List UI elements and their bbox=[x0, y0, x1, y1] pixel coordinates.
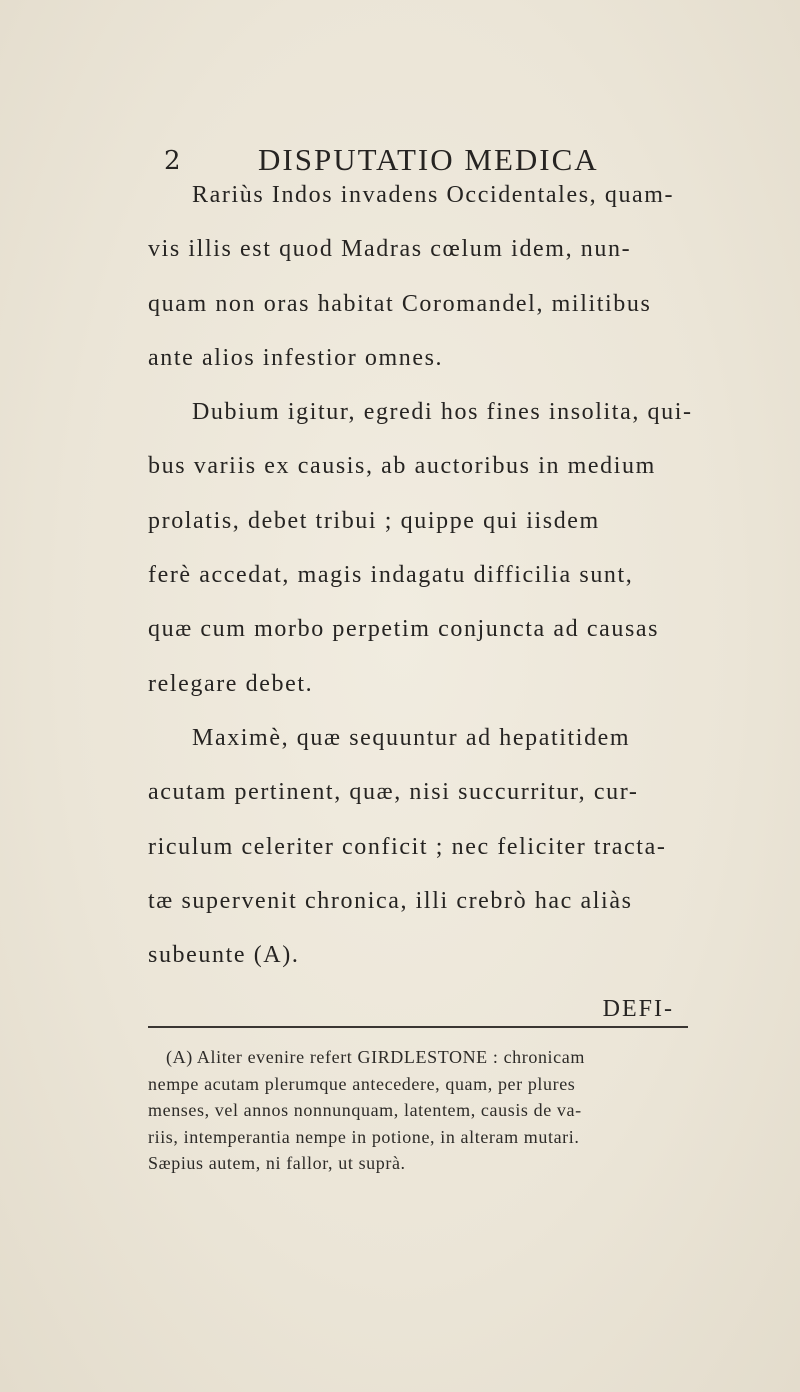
text-line: ferè accedat, magis indagatu difficilia sunt, bbox=[148, 562, 634, 589]
text-line: Rariùs Indos invadens Occidentales, quam- bbox=[192, 182, 675, 208]
text-line: quæ cum morbo perpetim conjuncta ad causas bbox=[148, 616, 660, 643]
text-line: prolatis, debet tribui ; quippe qui iisdem bbox=[148, 507, 600, 534]
text-line: Maximè, quæ sequuntur ad hepatitidem bbox=[192, 724, 631, 751]
running-title: DISPUTATIO MEDICA bbox=[258, 142, 599, 177]
footnote-divider bbox=[148, 1026, 688, 1028]
text-line: subeunte (A). bbox=[148, 942, 300, 969]
footnote-line: (A) Aliter evenire refert GIRDLESTONE : chronicam bbox=[166, 1047, 585, 1067]
text-line: Dubium igitur, egredi hos fines insolita, qui- bbox=[192, 399, 693, 426]
body-text bbox=[148, 168, 693, 1037]
text-line: acutam pertinent, quæ, nisi succurritur, cur- bbox=[148, 779, 639, 806]
text-line: vis illis est quod Madras cœlum idem, nun- bbox=[148, 236, 632, 263]
footnote bbox=[148, 1044, 688, 1177]
catchword: DEFI- bbox=[602, 996, 674, 1023]
text-line: relegare debet. bbox=[148, 670, 314, 697]
text-line: tæ supervenit chronica, illi crebrò hac aliàs bbox=[148, 887, 633, 914]
footnote-line: riis, intemperantia nempe in potione, in alteram mutari. bbox=[148, 1126, 580, 1147]
text-line: ante alios infestior omnes. bbox=[148, 344, 444, 371]
text-line: bus variis ex causis, ab auctoribus in medium bbox=[148, 453, 656, 480]
page-number: 2 bbox=[164, 146, 181, 176]
footnote-line: Sæpius autem, ni fallor, ut suprà. bbox=[148, 1153, 406, 1173]
footnote-line: menses, vel annos nonnunquam, latentem, causis de va- bbox=[148, 1100, 582, 1120]
footnote-line: nempe acutam plerumque antecedere, quam, per plures bbox=[148, 1073, 576, 1094]
text-line: riculum celeriter conficit ; nec feliciter tracta- bbox=[148, 833, 667, 860]
text-line: quam non oras habitat Coromandel, militibus bbox=[148, 290, 652, 317]
